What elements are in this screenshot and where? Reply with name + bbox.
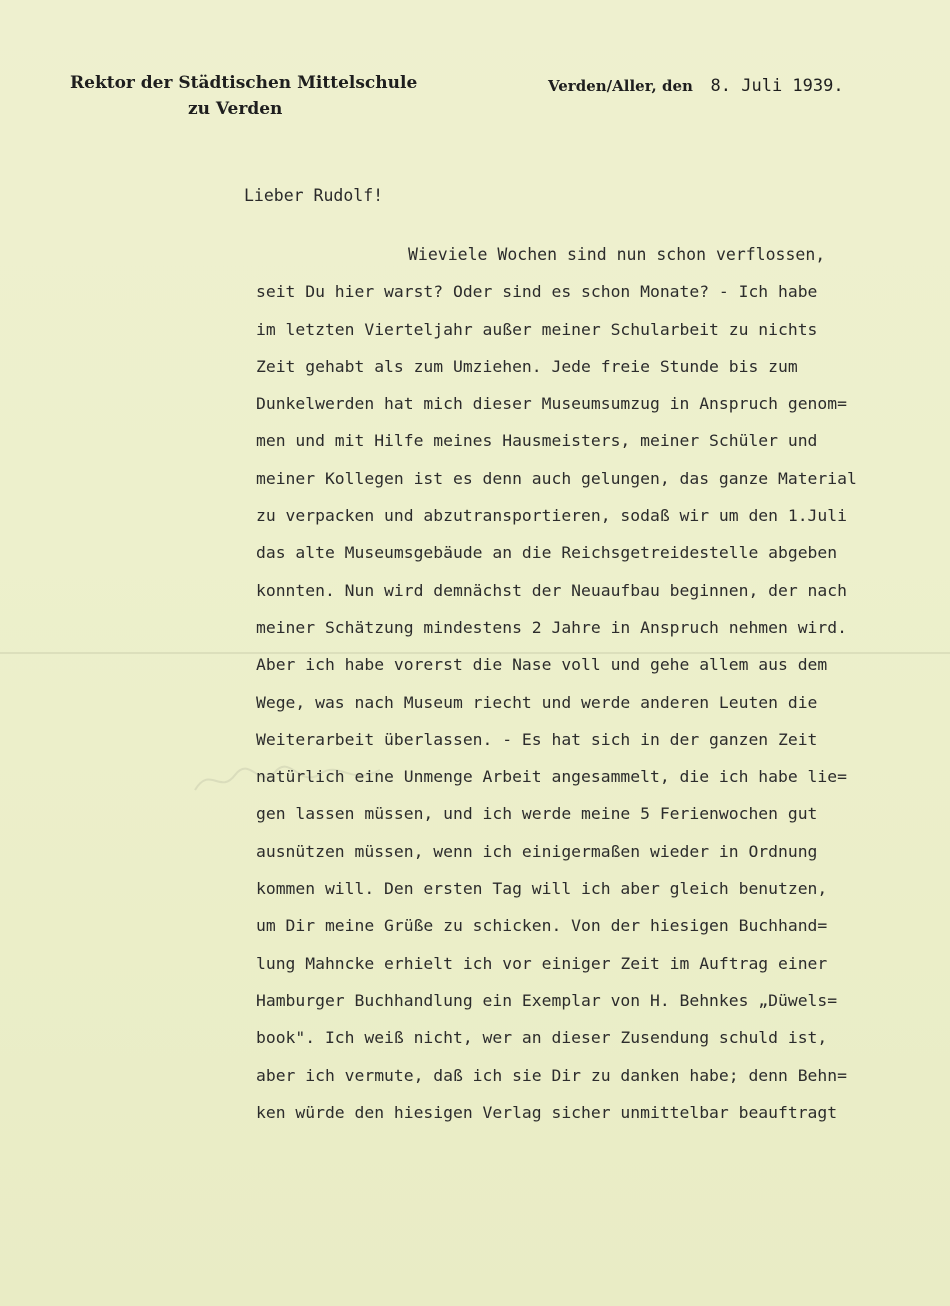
letter-body: [256, 236, 946, 1131]
body-line: das alte Museumsgebäude an die Reichsgetreidestelle abgeben: [256, 543, 838, 563]
body-line: Dunkelwerden hat mich dieser Museumsumzug in Anspruch genom=: [256, 394, 847, 414]
body-line: um Dir meine Grüße zu schicken. Von der hiesigen Buchhand=: [256, 916, 828, 936]
body-line: meiner Schätzung mindestens 2 Jahre in Anspruch nehmen wird.: [256, 617, 847, 637]
body-line: gen lassen müssen, und ich werde meine 5 Ferienwochen gut: [256, 804, 818, 824]
body-line: natürlich eine Unmenge Arbeit angesammelt, die ich habe lie=: [256, 767, 847, 787]
body-line: seit Du hier warst? Oder sind es schon Monate? - Ich habe: [256, 282, 818, 302]
body-line: ken würde den hiesigen Verlag sicher unmittelbar beauftragt: [256, 1102, 838, 1122]
body-line: kommen will. Den ersten Tag will ich aber gleich benutzen,: [256, 879, 828, 899]
body-line: Hamburger Buchhandlung ein Exemplar von H. Behnkes „Düwels=: [256, 990, 838, 1010]
body-line: lung Mahncke erhielt ich vor einiger Zeit im Auftrag einer: [256, 953, 828, 973]
body-line: im letzten Vierteljahr außer meiner Schularbeit zu nichts: [256, 319, 818, 339]
body-line: ausnützen müssen, wenn ich einigermaßen wieder in Ordnung: [256, 841, 818, 861]
body-line: konnten. Nun wird demnächst der Neuaufbau beginnen, der nach: [256, 580, 847, 600]
letterhead-line-1: Rektor der Städtischen Mittelschule: [70, 73, 418, 93]
place: Verden/Aller, den: [548, 77, 693, 95]
body-line: Wege, was nach Museum riecht und werde anderen Leuten die: [256, 692, 818, 712]
body-line: Wieviele Wochen sind nun schon verflossen,: [408, 245, 826, 264]
body-line: men und mit Hilfe meines Hausmeisters, meiner Schüler und: [256, 431, 818, 451]
body-line: Aber ich habe vorerst die Nase voll und gehe allem aus dem: [256, 655, 828, 675]
body-line: book". Ich weiß nicht, wer an dieser Zusendung schuld ist,: [256, 1028, 828, 1048]
date: 8. Juli 1939.: [710, 76, 844, 96]
greeting: Lieber Rudolf!: [244, 186, 384, 205]
letterhead-line-2: zu Verden: [188, 99, 283, 119]
body-line: Zeit gehabt als zum Umziehen. Jede freie Stunde bis zum: [256, 356, 798, 376]
body-line: meiner Kollegen ist es denn auch gelungen, das ganze Material: [256, 468, 857, 488]
place-date: [548, 76, 844, 96]
letterhead: [70, 70, 417, 122]
body-line: Weiterarbeit überlassen. - Es hat sich in der ganzen Zeit: [256, 729, 818, 749]
body-line: aber ich vermute, daß ich sie Dir zu danken habe; denn Behn=: [256, 1065, 847, 1085]
body-line: zu verpacken und abzutransportieren, sodaß wir um den 1.Juli: [256, 506, 847, 526]
